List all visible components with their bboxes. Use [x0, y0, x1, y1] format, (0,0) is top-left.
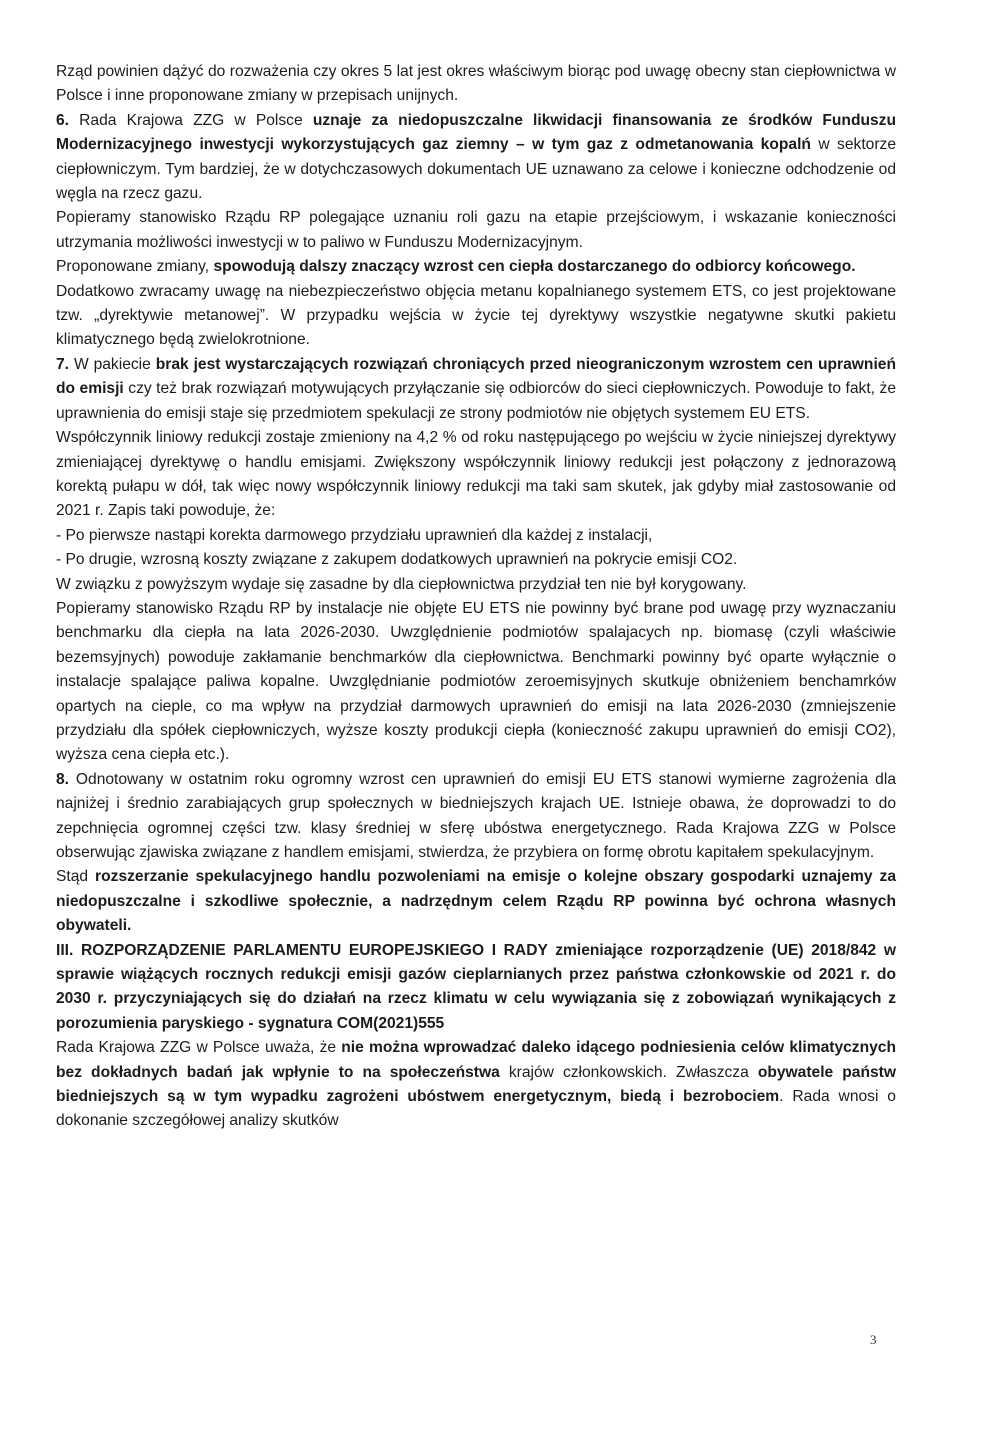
bold-text-run: rozszerzanie spekulacyjnego handlu pozwoleniami na emisje o kolejne obszary gospodarki uznajemy za niedopuszczalne i szkodliwe społecznie, a nadrzędnym celem Rządu RP powinna być ochrona własnych obywateli. [56, 868, 896, 935]
paragraph [56, 548, 896, 572]
paragraph [56, 426, 896, 524]
bold-text-run: uznaje za niedopuszczalne likwidacji finansowania ze środków Funduszu Modernizacyjnego inwestycji wykorzystujących gaz ziemny – w tym gaz z odmetanowania kopalń [56, 111, 896, 154]
bold-text-run: spowodują dalszy znaczący wzrost cen ciepła dostarczanego do odbiorcy końcowego. [213, 258, 856, 276]
paragraph [56, 768, 896, 866]
text-run: . Rada wnosi o dokonanie szczegółowej analizy skutków [56, 1088, 896, 1130]
paragraph [56, 255, 896, 279]
text-run: w sektorze ciepłowniczym. Tym bardziej, że w dotychczasowych dokumentach UE uznawano za celowe i konieczne odchodzenie od węgla na rzecz gazu. [56, 136, 896, 203]
paragraph [56, 939, 896, 1037]
bold-text-run: III. ROZPORZĄDZENIE PARLAMENTU EUROPEJSKIEGO I RADY zmieniające rozporządzenie (UE) 2018/842 w sprawie wiążących rocznych redukcji emisji gazów cieplarnianych przez państwa członkowskie od 2021 r. do 2030 r. przyczyniających się do działań na rzecz klimatu w celu wywiązania się z zobowiązań wynikających z porozumienia paryskiego - sygnatura COM(2021)555 [56, 941, 896, 1032]
paragraph [56, 597, 896, 768]
text-run: Popieramy stanowisko Rządu RP by instalacje nie objęte EU ETS nie powinny być brane pod uwagę przy wyznaczaniu benchmarku dla ciepła na lata 2026-2030. Uwzględnienie podmiotów spalajacych np. biomasę (czyli właściwie bezemsyjnych) powoduje zakłamanie benchmarków dla ciepłownictwa. Benchmarki powinny być oparte wyłącznie o instalacje spalające paliwa kopalne. Uwzględnianie podmiotów zeroemisyjnych skutkuje obniżeniem benchamrków opartych na cieple, co ma wpływ na przydział darmowych uprawnień do emisji na lata 2026-2030 (zmniejszenie przydziału dla spółek ciepłowniczych, wyższe koszty produkcji ciepła (konieczność zakupu uprawnień do emisji CO2), wyższa cena ciepła etc.). [56, 599, 896, 764]
bold-text-run: brak jest wystarczających rozwiązań chroniących przed nieograniczonym wzrostem cen uprawnień do emisji [56, 355, 896, 398]
text-run: Stąd [56, 868, 96, 886]
paragraph [56, 280, 896, 353]
text-run: Rada Krajowa ZZG w Polsce uważa, że [56, 1039, 342, 1057]
bold-text-run: 6. [56, 111, 70, 129]
bold-text-run: 7. [56, 355, 70, 373]
paragraph [56, 353, 896, 426]
text-run: krajów członkowskich. Zwłaszcza [499, 1063, 758, 1081]
text-run: - Po drugie, wzrosną koszty związane z zakupem dodatkowych uprawnień na pokrycie emisji CO2. [56, 551, 738, 569]
text-run: Rada Krajowa ZZG w Polsce [69, 111, 313, 129]
text-run: Rząd powinien dążyć do rozważenia czy okres 5 lat jest okres właściwym biorąc pod uwagę obecny stan ciepłownictwa w Polsce i inne proponowane zmiany w przepisach unijnych. [56, 63, 896, 105]
text-run: - Po pierwsze nastąpi korekta darmowego przydziału uprawnień dla każdej z instalacji, [56, 526, 653, 544]
page-number: 3 [870, 1332, 877, 1347]
document-body [56, 60, 896, 1134]
text-run: czy też brak rozwiązań motywujących przyłączanie się odbiorców do sieci ciepłowniczych. Powoduje to fakt, że uprawnienia do emisji staje się przedmiotem spekulacji ze strony podmiotów nie objętych systemem EU ETS. [56, 380, 896, 422]
paragraph [56, 60, 896, 109]
bold-text-run: nie można wprowadzać daleko idącego podniesienia celów klimatycznych bez dokładnych badań jak wpłynie to na społeczeństwa [56, 1039, 896, 1081]
text-run: Współczynnik liniowy redukcji zostaje zmieniony na 4,2 % od roku następującego po wejściu w życie niniejszej dyrektywy zmieniającej dyrektywę o handlu emisjami. Zwiększony współczynnik liniowy redukcji jest połączony z jednorazową korektą pułapu w dół, tak więc nowy współczynnik liniowy redukcji ma taki sam skutek, jak gdyby miał zastosowanie od 2021 r. Zapis taki powoduje, że: [56, 429, 896, 520]
text-run: Proponowane zmiany, [56, 258, 214, 276]
bold-text-run: obywatele państw biedniejszych są w tym wypadku zagrożeni ubóstwem energetycznym, biedą i bezrobociem [56, 1063, 896, 1106]
paragraph [56, 109, 896, 207]
paragraph [56, 206, 896, 255]
text-run: W pakiecie [69, 355, 156, 373]
text-run: W związku z powyższym wydaje się zasadne by dla ciepłownictwa przydział ten nie był korygowany. [56, 575, 747, 593]
paragraph [56, 1036, 896, 1134]
paragraph [56, 524, 896, 548]
paragraph [56, 865, 896, 938]
paragraph [56, 573, 896, 597]
text-run: Odnotowany w ostatnim roku ogromny wzrost cen uprawnień do emisji EU ETS stanowi wymierne zagrożenia dla najniżej i średnio zarabiających grup społecznych w biedniejszych krajach UE. Istnieje obawa, że doprowadzi to do zepchnięcia ogromnej części tzw. klasy średniej w sferę ubóstwa energetycznego. Rada Krajowa ZZG w Polsce obserwując zjawiska związane z handlem emisjami, stwierdza, że przybiera on formę obrotu kapitałem spekulacyjnym. [56, 770, 896, 861]
text-run: Dodatkowo zwracamy uwagę na niebezpieczeństwo objęcia metanu kopalnianego systemem ETS, co jest projektowane tzw. „dyrektywie metanowej”. W przypadku wejścia w życie tej dyrektywy wszystkie negatywne skutki pakietu klimatycznego będą zwielokrotnione. [56, 282, 896, 349]
text-run: Popieramy stanowisko Rządu RP polegające uznaniu roli gazu na etapie przejściowym, i wskazanie konieczności utrzymania możliwości inwestycji w to paliwo w Funduszu Modernizacyjnym. [56, 209, 896, 251]
bold-text-run: 8. [56, 770, 70, 788]
